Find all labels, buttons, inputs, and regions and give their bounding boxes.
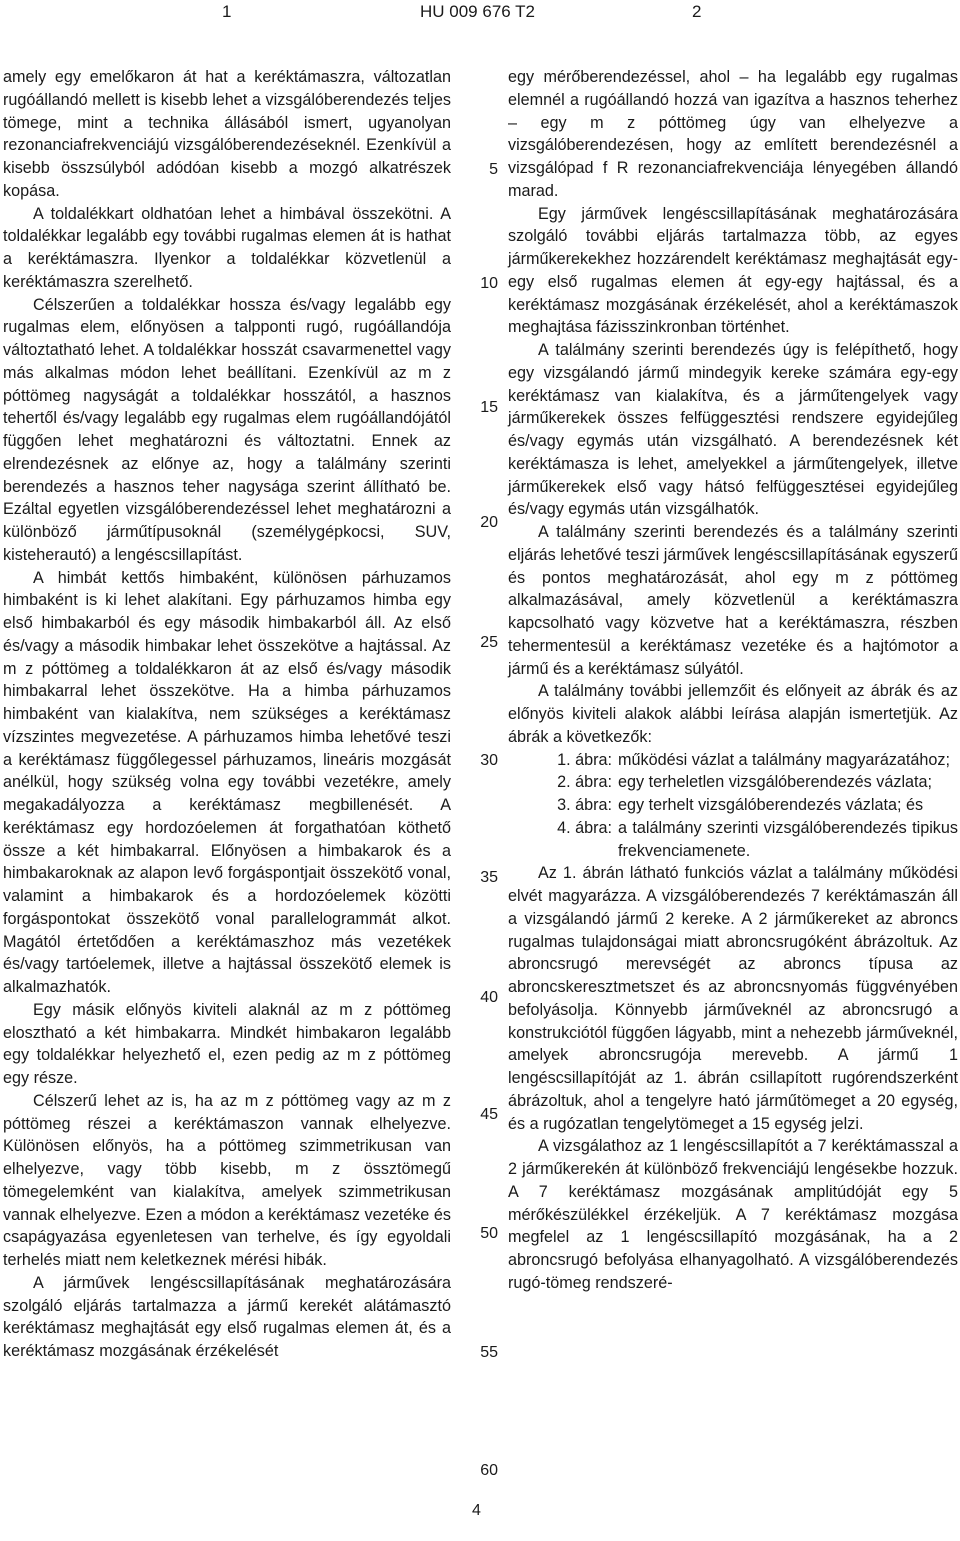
figure-list-item xyxy=(508,771,958,794)
line-number: 40 xyxy=(480,989,498,1006)
paragraph: amely egy emelőkaron át hat a keréktámaszra, változatlan rugóállandó mellett is kisebb lehet a vizsgálóberendezés teljes tömege, mint a technika állásából ismert, ugyanolyan rezonanciafrekvenciájú vizsgálóberendezéseknél. Ezenkívül a kisebb összsúlyból adódóan kisebb a mozgó alkatrészek kopása. xyxy=(3,68,451,200)
line-number: 15 xyxy=(480,399,498,416)
paragraph: Az 1. ábrán látható funkciós vázlat a találmány működési elvét magyarázza. A vizsgálóberendezés 7 keréktámaszán áll a vizsgálandó jármű 2 kereke. A 2 járműkereket az abroncs rugalmas tulajdonságai miatt abroncsrugóként ábrázoltuk. Az abroncsrugó merevségét az abroncs típusa az abroncskeresztmetszet és az abroncsnyomás függvényében befolyásolja. Könnyebb járműveknél az abroncsrugó a konstrukciótól függően lágyabb, mint a nehezebb járműveknél, amelyek abroncsrugója merevebb. A jármű 1 lengéscsillapítóját az 1. ábrán csillapított rugórendszerként ábrázoltuk, ahol a tengelyre ható járműtömeget a 20 egység, és a rugózatlan tengelytömeget a 15 egység jelzi. xyxy=(508,864,958,1133)
paragraph: Célszerűen a toldalékkar hossza és/vagy legalább egy rugalmas elem, előnyösen a talpponti rugó, rugóállandója változtatható lehet. A toldalékkar hosszát csavarmenettel vagy más alkalmas módon lehet beállítani. Ezenkívül az m z póttömeg nagyságát a toldalékkar hosszától, a hasznos tehertől és/vagy legalább egy rugalmas elem rugóállandójától függően lehet meghatározni és változtatni. Ennek az elrendezésnek az előnye az, hogy a találmány szerinti berendezés a hasznos teher nagysága szerint állítható be. Ezáltal egyetlen vizsgálóberendezéssel lehet meghatározni a különböző járműtípusoknál (személygépkocsi, SUV, kisteherautó) a lengéscsillapítást. xyxy=(3,295,451,564)
paragraph: A vizsgálathoz az 1 lengéscsillapítót a 7 keréktámasszal a 2 járműkerekén át különböző frekvenciájú lengésekbe hozzuk. A 7 keréktámasz mozgásának amplitúdóját egy 5 mérőkészülékkel érzékeljük. A 7 keréktámasz mozgása megfelel az 1 lengéscsillapító mozgásának, ha a 2 abroncsrugó befolyása elhanyagolható. A vizsgálóberendezés rugó-tömeg rendszeré- xyxy=(508,1137,958,1292)
paragraph: Célszerű lehet az is, ha az m z póttömeg vagy az m z póttömeg részei a keréktámaszon vannak elhelyezve. Különösen előnyös, ha a póttömeg szimmetrikusan van elhelyezve, vagy több kisebb, m z össztömegű tömegelemként van kialakítva, amelyek szimmetrikusan vannak elhelyezve. Ezen a módon a keréktámasz vezetéke és csapágyazása egyenletesen van terhelve, és így egyoldali terhelés miatt nem keletkeznek mérési hibák. xyxy=(3,1091,451,1269)
line-number: 10 xyxy=(480,275,498,292)
line-number: 60 xyxy=(480,1462,498,1479)
line-number: 30 xyxy=(480,752,498,769)
line-number: 50 xyxy=(480,1225,498,1242)
paragraph: A találmány szerinti berendezés úgy is felépíthető, hogy egy vizsgálandó jármű mindegyik kereke számára egy-egy keréktámasz van kialakítva, és a járműtengelyek vagy járműkerekek összes felfüggesztési rendszere egyidejűleg és/vagy egymás után vizsgálható. A berendezésnek két keréktámasza is lehet, amelyekkel a járműtengelyek, illetve járműkerekek első vagy hátsó felfüggesztései egyidejűleg és/vagy egymás után vizsgálhatók. xyxy=(508,341,958,519)
line-number: 55 xyxy=(480,1344,498,1361)
line-number: 20 xyxy=(480,514,498,531)
right-page-number: 2 xyxy=(692,2,702,21)
figure-label: 1. ábra: xyxy=(557,750,612,769)
paragraph: Egy járművek lengéscsillapításának meghatározására szolgáló további eljárás tartalmazza több, az egyes járműkerekekhez hozzárendelt keréktámasz meghajtását egy-egy első rugalmas elemen át egy-egy hajtással, és a keréktámasz mozgásának érzékelését, ahol a keréktámaszok meghajtása fázisszinkronban történhet. xyxy=(508,204,958,337)
paragraph: A találmány szerinti berendezés és a találmány szerinti eljárás lehetővé teszi járművek lengéscsillapításának egyszerű és pontos meghatározását, ahol egy m z póttömeg alkalmazásával, amely közvetlenül a keréktámaszra kapcsolható vagy közvetve hat a keréktámaszra, részben tehermentesül a keréktámasz vezetéke és a hajtómotor a jármű és a keréktámasz súlyától. xyxy=(508,523,958,678)
figure-description: egy terheletlen vizsgálóberendezés vázlata; xyxy=(618,773,933,792)
line-number: 45 xyxy=(480,1106,498,1123)
figure-list-item xyxy=(508,817,958,863)
figure-label: 4. ábra: xyxy=(557,818,612,837)
right-column xyxy=(508,66,958,1295)
paragraph: A himbát kettős himbaként, különösen párhuzamos himbaként is ki lehet alakítani. Egy párhuzamos himba egy első himbakarból és egy második himbakarból áll. Az első és/vagy a második himbakar lehet összekötve a hajtással. Az m z póttömeg a toldalékkaron át az első és/vagy második himbakarral lehet összekötve. Ha a himba párhuzamos himbaként van kialakítva, nem szükséges a keréktámasz vízszintes megvezetése. A párhuzamos himba lehetővé teszi a keréktámasz függőlegessel párhuzamos, lineáris mozgását anélkül, hogy szükség volna egy további vezetékre, amely megakadályozza a keréktámasz megbillenését. A keréktámasz egy hordozóelemen át forgathatóan köthető össze a két himbakarral. Előnyösen a himbakarok és a himbakaroknak az alapon levő forgáspontjait összekötő vonal, valamint a himbakarok és a hordozóelemek közötti forgáspontokat összekötő vonal parallelogrammát alkot. Magától értetődően a keréktámaszhoz más vezetékek és/vagy tartóelemek, illetve a hajtással összekötő elemek is alkalmazhatók. xyxy=(3,568,451,996)
line-number: 25 xyxy=(480,634,498,651)
left-page-number: 1 xyxy=(222,2,232,21)
line-number: 5 xyxy=(489,161,498,178)
paragraph: Egy másik előnyös kiviteli alaknál az m z póttömeg elosztható a két himbakarra. Mindkét himbakaron legalább egy toldalékkar helyezhető el, ezen pedig az m z póttömeg egy része. xyxy=(3,1000,451,1087)
figure-list-item xyxy=(508,794,958,817)
figure-description: egy terhelt vizsgálóberendezés vázlata; és xyxy=(618,796,924,814)
figure-description: a találmány szerinti vizsgálóberendezés tipikus frekvenciamenete. xyxy=(618,818,958,860)
figure-list xyxy=(508,749,958,863)
page-number: 4 xyxy=(472,1502,481,1519)
paragraph: A toldalékkart oldhatóan lehet a himbával összekötni. A toldalékkar legalább egy további rugalmas elemen át is hathat a keréktámaszra. Ilyenkor a toldalékkar közvetlenül a keréktámaszra szerelhető. xyxy=(3,204,451,291)
document-id: HU 009 676 T2 xyxy=(420,2,535,21)
paragraph: A járművek lengéscsillapításának meghatározására szolgáló eljárás tartalmazza a jármű kerekét alátámasztó keréktámasz meghajtását egy első rugalmas elemen át, és a keréktámasz mozgásának érzékelését xyxy=(3,1273,451,1360)
line-number: 35 xyxy=(480,869,498,886)
left-column xyxy=(3,66,451,1363)
figure-list-item xyxy=(508,749,958,772)
paragraph: A találmány további jellemzőit és előnyeit az ábrák és az előnyös kiviteli alakok alábbi leírása alapján ismertetjük. Az ábrák a következők: xyxy=(508,682,958,746)
paragraph: egy mérőberendezéssel, ahol – ha legalább egy rugalmas elemnél a rugóállandó hozzá van igazítva a hasznos teherhez – egy m z póttömeg úgy van elhelyezve a vizsgálóberendezésen, hogy az említett berendezésnél a vizsgálópad f R rezonanciafrekvenciája lényegében állandó marad. xyxy=(508,68,958,200)
figure-label: 3. ábra: xyxy=(557,796,612,814)
figure-label: 2. ábra: xyxy=(557,773,612,792)
figure-description: működési vázlat a találmány magyarázatához; xyxy=(618,750,951,769)
page-header xyxy=(0,0,960,30)
